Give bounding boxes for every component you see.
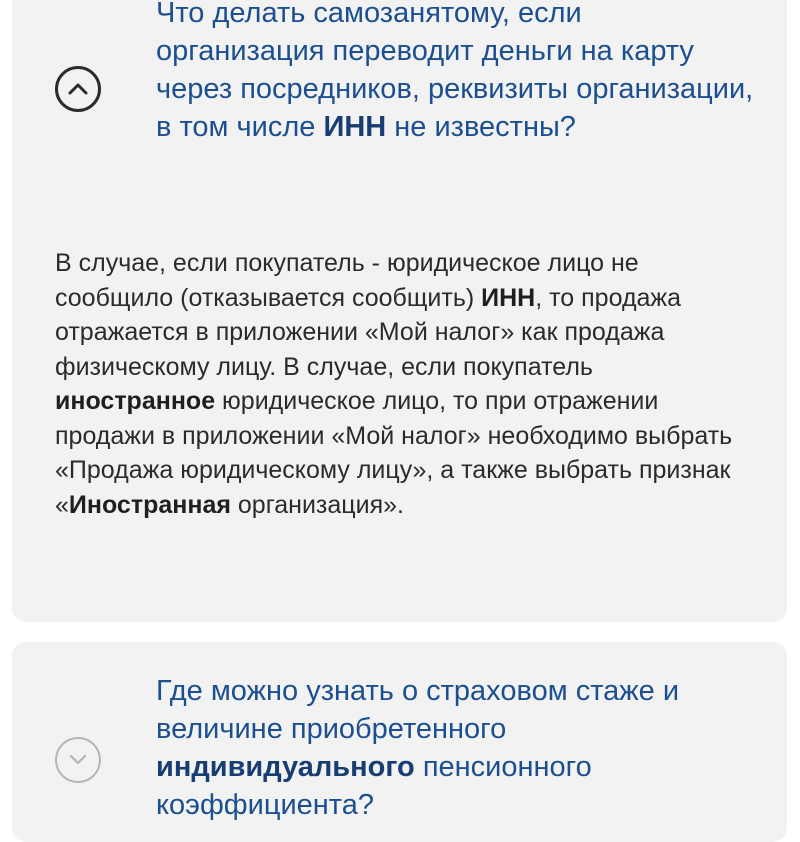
- answer-text: организация».: [230, 490, 404, 519]
- answer-highlight: ИНН: [481, 283, 536, 312]
- faq-question-title[interactable]: [156, 0, 756, 146]
- answer-highlight: Иностранная: [68, 490, 231, 519]
- answer-text: , то продажа отражается в приложении «Мой налог» как продажа физическому лицу. В случае, если покупатель: [55, 283, 682, 381]
- faq-answer-text: [55, 246, 745, 522]
- question-text: не известны?: [386, 111, 576, 143]
- expand-toggle-button[interactable]: [55, 737, 101, 783]
- question-highlight: индивидуального: [156, 751, 415, 783]
- faq-item-expanded: [12, 0, 787, 622]
- chevron-down-icon: [68, 753, 88, 767]
- answer-highlight: иностранное: [55, 387, 216, 415]
- question-text: Где можно узнать о страховом стаже и величине приобретенного: [156, 675, 680, 745]
- answer-text: В случае, если покупатель - юридическое лицо не сообщило (отказывается сообщить): [55, 249, 639, 312]
- chevron-up-icon: [68, 82, 88, 96]
- answer-text: юридическое лицо, то при отражении продажи в приложении «Мой налог» необходимо выбрать «Продажа юридическому лицу», а также выбрать признак «: [55, 387, 733, 519]
- faq-item-collapsed[interactable]: [12, 642, 787, 842]
- question-text: пенсионного коэффициента?: [156, 751, 592, 821]
- faq-question-title[interactable]: [156, 672, 756, 824]
- collapse-toggle-button[interactable]: [55, 66, 101, 112]
- question-highlight: ИНН: [323, 111, 387, 143]
- question-text: Что делать самозанятому, если организация переводит деньги на карту через посредников, реквизиты организации, в том числе: [156, 0, 754, 143]
